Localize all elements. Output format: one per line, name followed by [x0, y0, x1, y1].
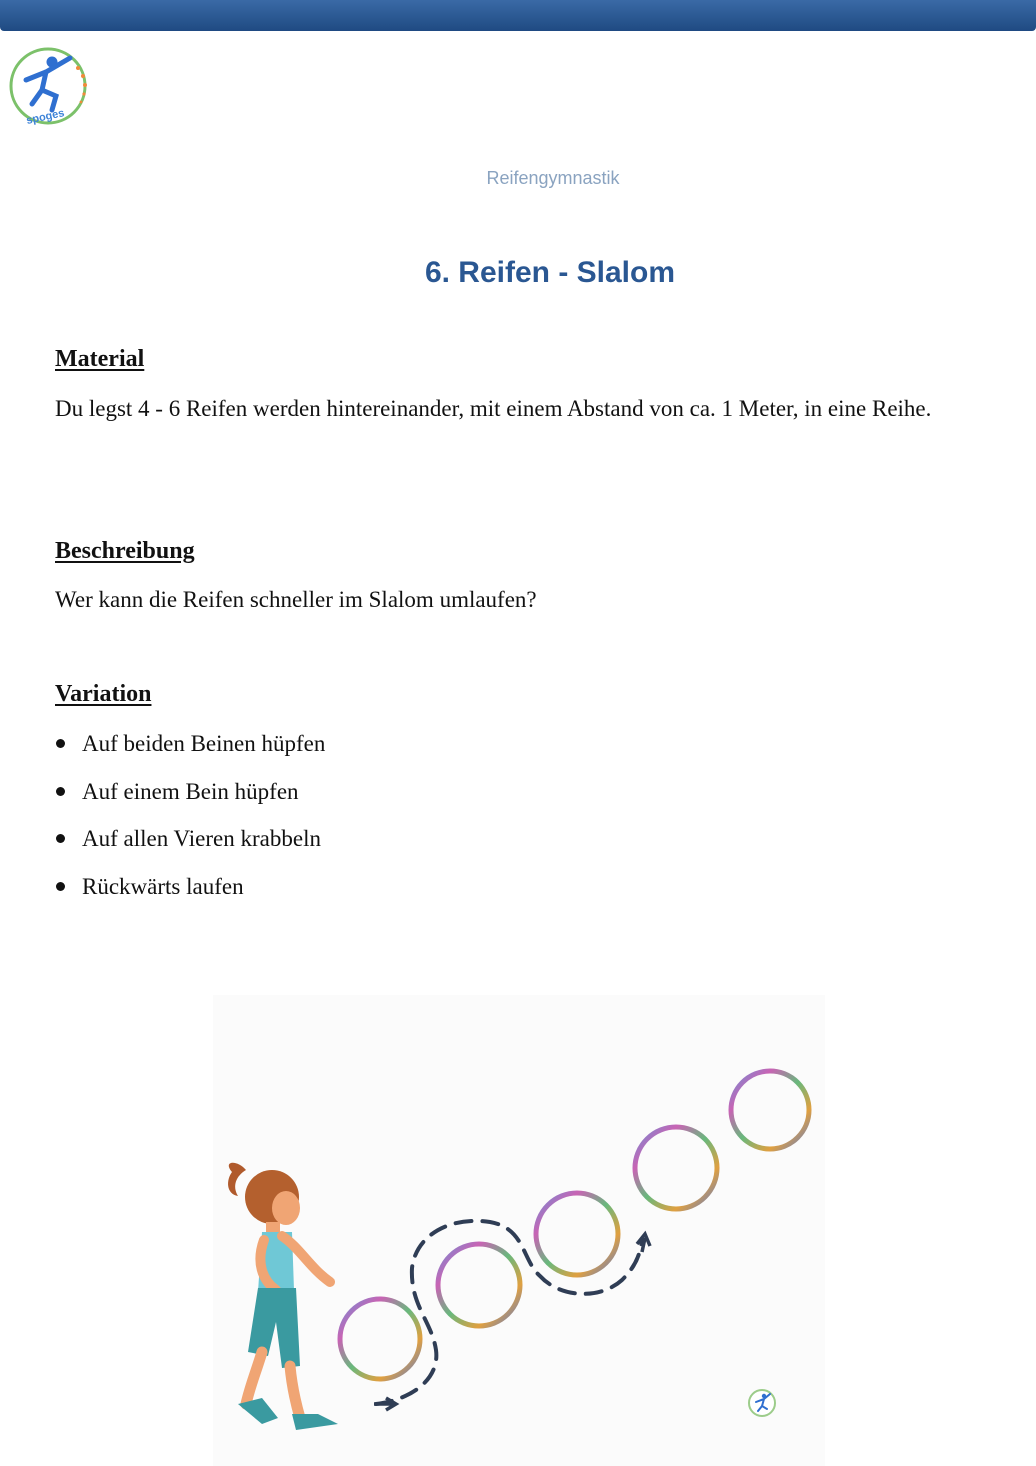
logo-text: spoges [25, 107, 66, 127]
slalom-illustration [213, 995, 825, 1466]
subject-label: Reifengymnastik [486, 168, 620, 188]
beschreibung-text: Wer kann die Reifen schneller im Slalom umlaufen? [55, 587, 537, 612]
material-heading: Material [55, 346, 145, 372]
list-item: Rückwärts laufen [55, 867, 325, 915]
spoges-small-logo [749, 1390, 775, 1416]
spoges-logo [6, 44, 94, 130]
page-title: 6. Reifen - Slalom [424, 256, 676, 289]
header-bar [0, 0, 1036, 31]
list-item: Auf allen Vieren krabbeln [55, 819, 325, 867]
material-text: Du legst 4 - 6 Reifen werden hintereinander, mit einem Abstand von ca. 1 Meter, in eine Reihe. [55, 396, 932, 421]
list-item: Auf einem Bein hüpfen [55, 772, 325, 820]
variation-list [55, 724, 325, 915]
beschreibung-heading: Beschreibung [55, 538, 195, 564]
list-item: Auf beiden Beinen hüpfen [55, 724, 325, 772]
variation-heading: Variation [55, 681, 152, 707]
